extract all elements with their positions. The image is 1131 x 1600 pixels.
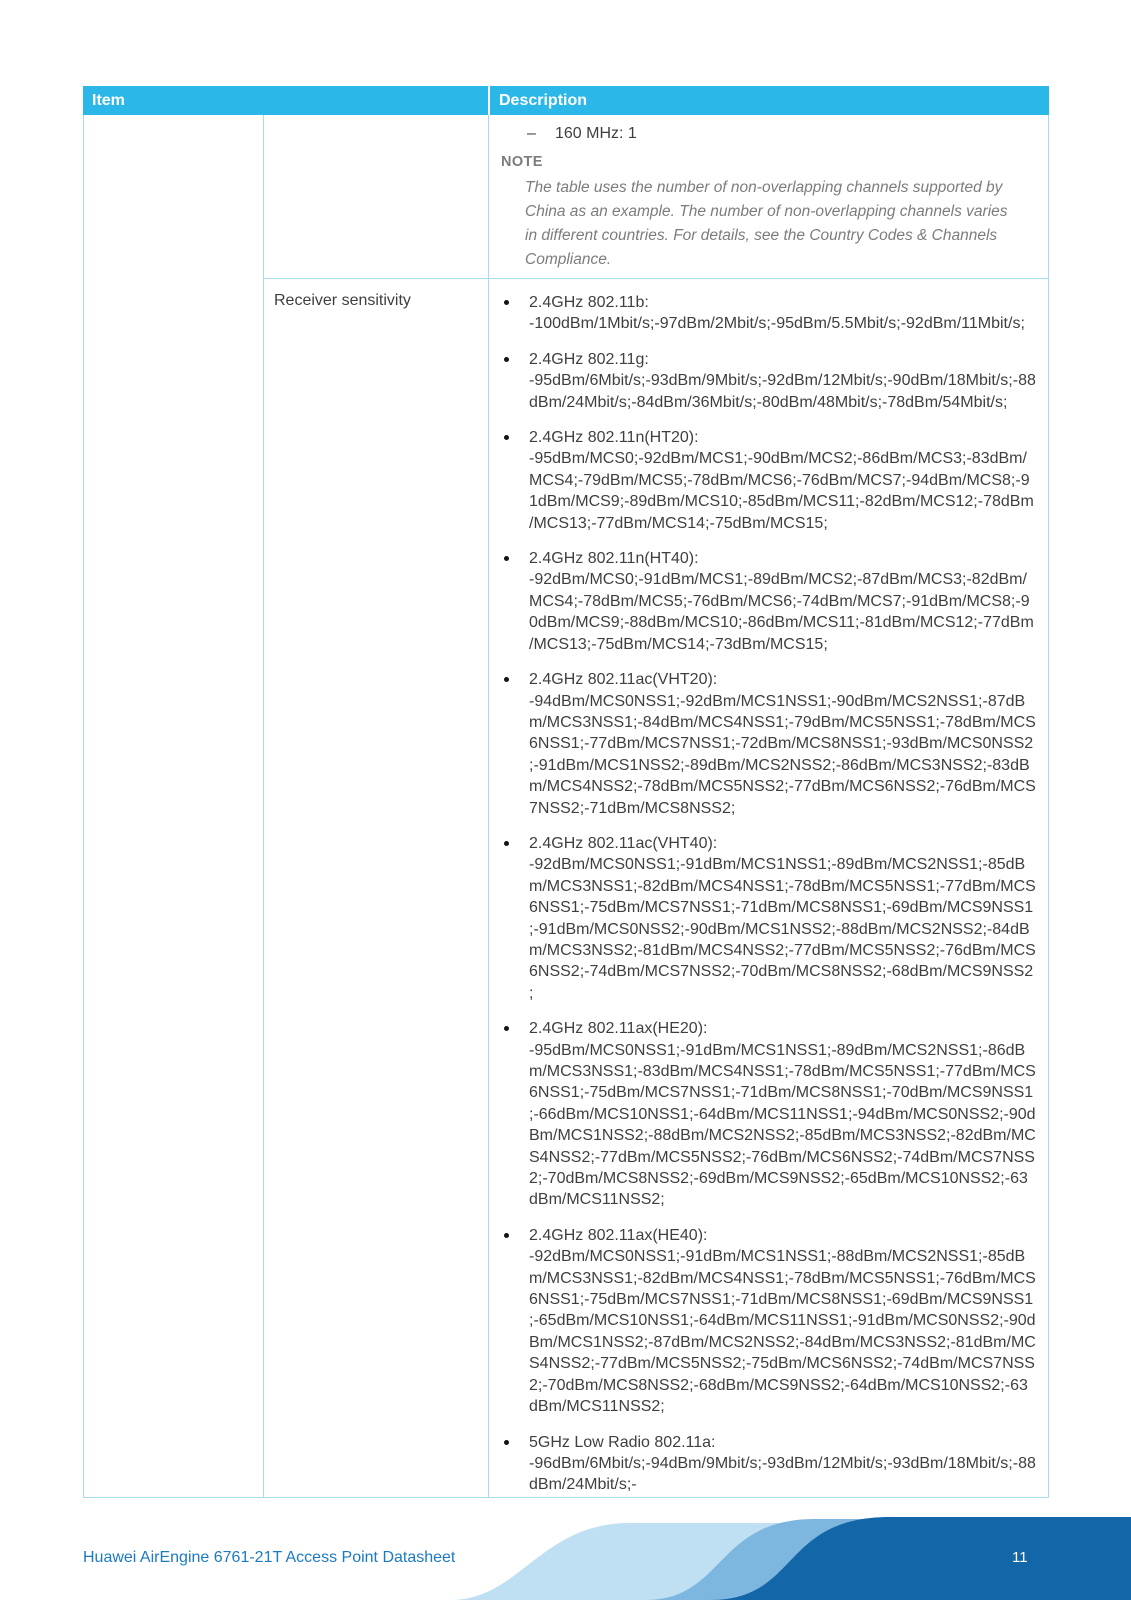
sub-list-item — [527, 124, 1048, 144]
list-item — [504, 292, 1036, 335]
bullet-icon — [504, 677, 509, 682]
bullet-text: 2.4GHz 802.11n(HT20): -95dBm/MCS0;-92dBm/MCS1;-90dBm/MCS2;-86dBm/MCS3;-83dBm/MCS4;-79dBm/MCS5;-78dBm/MCS6;-76dBm/MCS7;-94dBm/MCS8;-91dBm/MCS9;-89dBm/MCS10;-85dBm/MCS11;-82dBm/MCS12;-78dBm/MCS13;-77dBm/MCS14;-75dBm/MCS15; — [529, 429, 1034, 532]
table-body — [83, 115, 1049, 1498]
list-item — [504, 349, 1036, 413]
receiver-sensitivity-label-cell — [264, 279, 489, 1497]
dash-bullet-icon: – — [527, 125, 536, 142]
bullet-text: 2.4GHz 802.11ax(HE40): -92dBm/MCS0NSS1;-91dBm/MCS1NSS1;-88dBm/MCS2NSS1;-85dBm/MCS3NSS1;-82dBm/MCS4NSS1;-78dBm/MCS5NSS1;-76dBm/MCS6NSS1;-75dBm/MCS7NSS1;-71dBm/MCS8NSS1;-69dBm/MCS9NSS1;-65dBm/MCS10NSS1;-64dBm/MCS11NSS1;-91dBm/MCS0NSS2;-90dBm/MCS1NSS2;-87dBm/MCS2NSS2;-84dBm/MCS3NSS2;-81dBm/MCS4NSS2;-77dBm/MCS5NSS2;-75dBm/MCS6NSS2;-74dBm/MCS7NSS2;-70dBm/MCS8NSS2;-68dBm/MCS9NSS2;-64dBm/MCS10NSS2;-63dBm/MCS11NSS2; — [529, 1226, 1036, 1416]
bullet-text: 2.4GHz 802.11ac(VHT20): -94dBm/MCS0NSS1;-92dBm/MCS1NSS1;-90dBm/MCS2NSS1;-87dBm/MCS3NSS1;-84dBm/MCS4NSS1;-79dBm/MCS5NSS1;-78dBm/MCS6NSS1;-77dBm/MCS7NSS1;-72dBm/MCS8NSS1;-93dBm/MCS0NSS2;-91dBm/MCS1NSS2;-89dBm/MCS2NSS2;-86dBm/MCS3NSS2;-83dBm/MCS4NSS2;-78dBm/MCS5NSS2;-77dBm/MCS6NSS2;-76dBm/MCS7NSS2;-71dBm/MCS8NSS2; — [529, 671, 1036, 817]
spec-table — [83, 86, 1049, 1498]
bullet-list — [504, 292, 1036, 1496]
bullet-icon — [504, 1233, 509, 1238]
list-item — [504, 548, 1036, 655]
bullet-icon — [504, 1440, 509, 1445]
receiver-sensitivity-label: Receiver sensitivity — [274, 292, 411, 309]
bullet-text: 2.4GHz 802.11n(HT40): -92dBm/MCS0;-91dBm/MCS1;-89dBm/MCS2;-87dBm/MCS3;-82dBm/MCS4;-78dBm/MCS5;-76dBm/MCS6;-74dBm/MCS7;-91dBm/MCS8;-90dBm/MCS9;-88dBm/MCS10;-86dBm/MCS11;-81dBm/MCS12;-77dBm/MCS13;-75dBm/MCS14;-73dBm/MCS15; — [529, 550, 1034, 653]
bullet-icon — [504, 300, 509, 305]
receiver-sensitivity-description-cell — [489, 279, 1048, 1497]
note-label: NOTE — [501, 154, 543, 170]
list-item — [504, 1432, 1036, 1496]
list-item — [504, 833, 1036, 1004]
bullet-text: 5GHz Low Radio 802.11a: -96dBm/6Mbit/s;-94dBm/9Mbit/s;-93dBm/12Mbit/s;-93dBm/18Mbit/s;-88dBm/24Mbit/s;- — [529, 1433, 1036, 1494]
item-category-cell-empty — [84, 115, 264, 1497]
continuation-item-cell-empty — [264, 115, 489, 279]
header-item-cell — [83, 86, 488, 115]
continuation-description-cell — [489, 115, 1048, 279]
footer-document-title: Huawei AirEngine 6761-21T Access Point Datasheet — [83, 1549, 456, 1566]
header-description-label: Description — [499, 91, 588, 109]
bullet-icon — [504, 1026, 509, 1031]
page-number: 11 — [1012, 1549, 1028, 1566]
bullet-icon — [504, 357, 509, 362]
bullet-icon — [504, 841, 509, 846]
note-paragraph: The table uses the number of non-overlapping channels supported by China as an example. The number of non-overlapping channels varies in different countries. For details, see the Country Codes & Channels Compliance. — [525, 179, 1008, 268]
list-item — [504, 427, 1036, 534]
header-item-label: Item — [92, 91, 125, 109]
bullet-icon — [504, 435, 509, 440]
bullet-icon — [504, 556, 509, 561]
bullet-text: 2.4GHz 802.11b: -100dBm/1Mbit/s;-97dBm/2Mbit/s;-95dBm/5.5Mbit/s;-92dBm/11Mbit/s; — [529, 294, 1025, 333]
bullet-text: 2.4GHz 802.11g: -95dBm/6Mbit/s;-93dBm/9Mbit/s;-92dBm/12Mbit/s;-90dBm/18Mbit/s;-88dBm/24Mbit/s;-84dBm/36Mbit/s;-80dBm/48Mbit/s;-78dBm/54Mbit/s; — [529, 350, 1036, 411]
sub-list-item-text: 160 MHz: 1 — [555, 125, 637, 142]
header-description-cell — [490, 86, 1049, 115]
table-header-row — [83, 86, 1049, 115]
bullet-text: 2.4GHz 802.11ax(HE20): -95dBm/MCS0NSS1;-91dBm/MCS1NSS1;-89dBm/MCS2NSS1;-86dBm/MCS3NSS1;-83dBm/MCS4NSS1;-78dBm/MCS5NSS1;-77dBm/MCS6NSS1;-75dBm/MCS7NSS1;-71dBm/MCS8NSS1;-70dBm/MCS9NSS1;-66dBm/MCS10NSS1;-64dBm/MCS11NSS1;-94dBm/MCS0NSS2;-90dBm/MCS1NSS2;-88dBm/MCS2NSS2;-85dBm/MCS3NSS2;-82dBm/MCS4NSS2;-77dBm/MCS5NSS2;-76dBm/MCS6NSS2;-74dBm/MCS7NSS2;-70dBm/MCS8NSS2;-69dBm/MCS9NSS2;-65dBm/MCS10NSS2;-63dBm/MCS11NSS2; — [529, 1020, 1036, 1209]
list-item — [504, 1225, 1036, 1418]
bullet-text: 2.4GHz 802.11ac(VHT40): -92dBm/MCS0NSS1;-91dBm/MCS1NSS1;-89dBm/MCS2NSS1;-85dBm/MCS3NSS1;-82dBm/MCS4NSS1;-78dBm/MCS5NSS1;-77dBm/MCS6NSS1;-75dBm/MCS7NSS1;-71dBm/MCS8NSS1;-69dBm/MCS9NSS1;-91dBm/MCS0NSS2;-90dBm/MCS1NSS2;-88dBm/MCS2NSS2;-84dBm/MCS3NSS2;-81dBm/MCS4NSS2;-77dBm/MCS5NSS2;-76dBm/MCS6NSS2;-74dBm/MCS7NSS2;-70dBm/MCS8NSS2;-68dBm/MCS9NSS2; — [529, 834, 1036, 1002]
list-item — [504, 669, 1036, 819]
list-item — [504, 1018, 1036, 1211]
